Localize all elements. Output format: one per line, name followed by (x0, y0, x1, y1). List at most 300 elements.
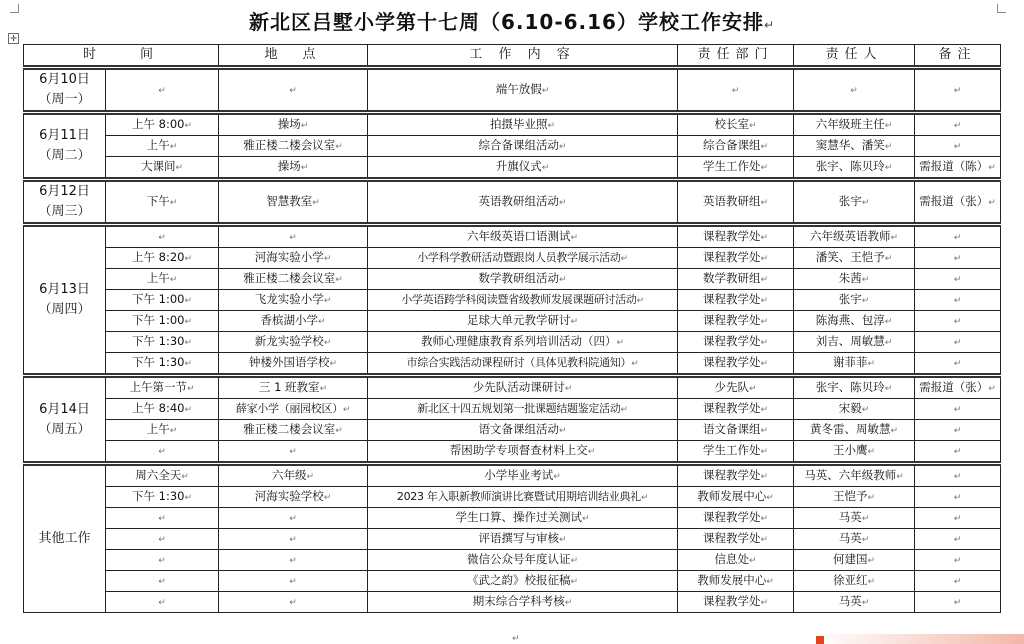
paragraph-mark: ↵ (323, 296, 332, 306)
time-cell (106, 180, 219, 225)
note-cell (915, 311, 1001, 332)
note-cell (915, 571, 1001, 592)
person-text: 六年级英语教师 (809, 229, 891, 243)
place-cell (219, 225, 368, 248)
paragraph-mark: ↵ (169, 198, 178, 208)
person-text: 陈海燕、包淳 (815, 313, 885, 327)
note-cell (915, 550, 1001, 571)
paragraph-mark: ↵ (760, 598, 769, 608)
date-label: 6月12日 (39, 184, 90, 199)
paragraph-mark: ↵ (570, 317, 579, 327)
time-cell (106, 311, 219, 332)
paragraph-mark: ↵ (547, 121, 556, 131)
place-cell (219, 592, 368, 613)
dept-text: 课程教学处 (702, 313, 761, 327)
date-label: 6月11日 (39, 128, 90, 143)
time-cell (106, 464, 219, 487)
paragraph-mark: ↵ (581, 514, 590, 524)
paragraph-mark: ↵ (953, 275, 962, 285)
paragraph-mark: ↵ (867, 447, 876, 457)
content-cell (368, 113, 678, 136)
dept-text: 语文备课组 (702, 422, 761, 436)
content-cell (368, 508, 678, 529)
dept-text: 课程教学处 (702, 531, 761, 545)
paragraph-mark: ↵ (319, 384, 328, 394)
paragraph-mark: ↵ (323, 338, 332, 348)
paragraph-mark: ↵ (867, 577, 876, 587)
content-text: 评语撰写与审核 (478, 531, 559, 545)
time-cell (106, 332, 219, 353)
paragraph-mark: ↵ (158, 86, 166, 96)
paragraph-mark: ↵ (884, 338, 893, 348)
table-row (24, 529, 1001, 550)
note-cell (915, 68, 1001, 113)
paragraph-mark: ↵ (616, 338, 625, 348)
person-cell (794, 508, 915, 529)
place-text: 操场 (277, 117, 301, 131)
time-text: 上午 (146, 138, 170, 152)
dept-cell (678, 592, 794, 613)
place-cell (219, 464, 368, 487)
note-cell (915, 332, 1001, 353)
time-cell (106, 136, 219, 157)
content-text: 端午放假 (495, 82, 542, 96)
place-cell (219, 269, 368, 290)
content-text: 数学教研组活动 (478, 271, 559, 285)
paragraph-mark: ↵ (169, 426, 178, 436)
person-cell (794, 269, 915, 290)
dept-cell (678, 269, 794, 290)
paragraph-mark: ↵ (884, 142, 893, 152)
note-text: 需报道（张） (919, 380, 989, 394)
content-cell (368, 68, 678, 113)
day-group (24, 225, 1001, 376)
dept-cell (678, 290, 794, 311)
paragraph-mark: ↵ (884, 254, 893, 264)
place-cell (219, 113, 368, 136)
person-cell (794, 68, 915, 113)
paragraph-mark: ↵ (587, 447, 596, 457)
dept-text: 少先队 (714, 380, 749, 394)
content-text: 足球大单元教学研讨 (466, 313, 571, 327)
paragraph-mark: ↵ (953, 472, 962, 482)
paragraph-mark: ↵ (312, 198, 320, 208)
table-row (24, 571, 1001, 592)
paragraph-mark: ↵ (181, 472, 189, 482)
paragraph-mark: ↵ (760, 163, 769, 173)
note-cell (915, 225, 1001, 248)
person-cell (794, 225, 915, 248)
paragraph-mark: ↵ (620, 404, 628, 415)
paragraph-mark: ↵ (335, 426, 343, 436)
time-text: 下午 (146, 194, 170, 208)
place-text: 香槟湖小学 (260, 313, 318, 327)
note-cell (915, 353, 1001, 376)
dept-text: 课程教学处 (702, 334, 761, 348)
table-row (24, 376, 1001, 399)
time-cell (106, 248, 219, 269)
content-cell (368, 311, 678, 332)
place-cell (219, 353, 368, 376)
time-cell (106, 290, 219, 311)
table-row (24, 225, 1001, 248)
content-cell (368, 290, 678, 311)
paragraph-mark: ↵ (564, 598, 573, 608)
content-cell (368, 225, 678, 248)
paragraph-mark: ↵ (760, 359, 769, 369)
person-cell (794, 571, 915, 592)
paragraph-mark: ↵ (186, 384, 195, 394)
paragraph-mark: ↵ (867, 359, 876, 369)
paragraph-mark: ↵ (558, 426, 567, 436)
dept-cell (678, 113, 794, 136)
person-cell (794, 332, 915, 353)
content-cell (368, 592, 678, 613)
place-text: 六年级 (271, 468, 307, 482)
paragraph-mark: ↵ (541, 86, 550, 96)
content-text: 拍摄毕业照 (489, 117, 548, 131)
time-cell (106, 592, 219, 613)
paragraph-mark: ↵ (953, 535, 962, 545)
date-cell (24, 180, 106, 225)
content-text: 期末综合学科考核 (472, 594, 565, 608)
content-cell (368, 376, 678, 399)
paragraph-mark: ↵ (158, 447, 166, 457)
paragraph-mark: ↵ (953, 317, 962, 327)
content-text: 小学英语跨学科阅读暨省级教师发展课题研讨活动 (401, 292, 637, 306)
weekday-label: （周四） (38, 302, 91, 317)
paragraph-mark: ↵ (158, 598, 166, 608)
time-text: 上午 8:40 (131, 401, 185, 415)
person-cell (794, 353, 915, 376)
paragraph-mark: ↵ (760, 338, 769, 348)
paragraph-mark: ↵ (300, 163, 309, 173)
place-text: 薛家小学（丽园校区） (235, 401, 343, 415)
dept-text: 课程教学处 (702, 229, 761, 243)
header-place: 地 点 (219, 45, 368, 68)
dept-cell (678, 180, 794, 225)
paragraph-mark: ↵ (289, 535, 297, 545)
date-label: 6月10日 (39, 72, 90, 87)
paragraph-mark: ↵ (289, 556, 297, 566)
time-text: 上午 (146, 422, 170, 436)
paragraph-mark: ↵ (988, 384, 996, 394)
content-cell (368, 399, 678, 420)
paragraph-mark: ↵ (861, 405, 870, 415)
content-text: 帮困助学专项督查材料上交 (449, 443, 588, 457)
paragraph-mark: ↵ (988, 198, 996, 208)
time-cell (106, 487, 219, 508)
place-cell (219, 508, 368, 529)
date-cell (24, 376, 106, 464)
place-text: 操场 (277, 159, 301, 173)
paragraph-mark: ↵ (558, 198, 567, 208)
person-cell (794, 529, 915, 550)
schedule-table (23, 44, 1001, 613)
dept-cell (678, 225, 794, 248)
paragraph-mark: ↵ (953, 86, 962, 96)
paragraph-mark: ↵ (631, 358, 639, 369)
note-cell (915, 269, 1001, 290)
time-cell (106, 225, 219, 248)
table-row (24, 399, 1001, 420)
dept-cell (678, 508, 794, 529)
person-text: 谢菲菲 (832, 355, 868, 369)
paragraph-mark: ↵ (953, 598, 962, 608)
note-cell (915, 487, 1001, 508)
paragraph-mark: ↵ (953, 296, 962, 306)
paragraph-mark: ↵ (289, 598, 297, 608)
note-cell (915, 441, 1001, 464)
paragraph-mark: ↵ (861, 275, 870, 285)
content-text: 小学科学教研活动暨跟岗人员教学展示活动 (417, 250, 621, 264)
person-cell (794, 441, 915, 464)
place-cell (219, 529, 368, 550)
content-cell (368, 441, 678, 464)
paragraph-mark: ↵ (169, 275, 178, 285)
place-cell (219, 248, 368, 269)
time-text: 上午 8:00 (131, 117, 185, 131)
paragraph-mark: ↵ (861, 598, 870, 608)
paragraph-mark: ↵ (884, 163, 893, 173)
weekday-label: （周一） (38, 92, 91, 107)
paragraph-mark: ↵ (184, 121, 193, 131)
paragraph-mark: ↵ (890, 426, 899, 436)
dept-text: 英语教研组 (702, 194, 761, 208)
person-cell (794, 550, 915, 571)
dept-cell (678, 441, 794, 464)
date-label: 6月14日 (39, 401, 90, 417)
dept-cell (678, 487, 794, 508)
paragraph-mark: ↵ (512, 634, 520, 644)
dept-cell (678, 68, 794, 113)
paragraph-mark: ↵ (570, 577, 579, 587)
document-title-text: 新北区吕墅小学第十七周（6.10-6.16）学校工作安排 (248, 10, 764, 34)
time-cell (106, 529, 219, 550)
day-group (24, 376, 1001, 464)
paragraph-mark: ↵ (158, 577, 166, 587)
dept-text: 课程教学处 (702, 401, 761, 415)
paragraph-mark: ↵ (953, 254, 962, 264)
time-cell (106, 353, 219, 376)
content-text: 英语教研组活动 (478, 194, 559, 208)
place-text: 飞龙实验小学 (254, 292, 324, 306)
table-move-handle-icon[interactable]: ✛ (8, 33, 19, 44)
table-row (24, 248, 1001, 269)
weekday-label: （周二） (38, 148, 91, 163)
time-text: 上午 (146, 271, 170, 285)
dept-text: 学生工作处 (702, 159, 761, 173)
place-cell (219, 157, 368, 180)
content-cell (368, 487, 678, 508)
place-text: 新龙实验学校 (254, 334, 324, 348)
table-row (24, 550, 1001, 571)
note-cell (915, 157, 1001, 180)
place-text: 河海实验小学 (254, 250, 324, 264)
dept-text: 信息处 (714, 552, 749, 566)
paragraph-mark: ↵ (760, 514, 769, 524)
content-text: 教师心理健康教育系列培训活动（四） (420, 334, 617, 348)
content-cell (368, 550, 678, 571)
person-cell (794, 290, 915, 311)
paragraph-mark: ↵ (953, 233, 962, 243)
place-cell (219, 550, 368, 571)
paragraph-mark: ↵ (953, 338, 962, 348)
note-cell (915, 508, 1001, 529)
content-text: 学生口算、操作过关测试 (455, 510, 582, 524)
person-text: 马英 (838, 510, 862, 524)
paragraph-mark: ↵ (953, 577, 962, 587)
document-title (0, 6, 1024, 35)
table-row (24, 420, 1001, 441)
header-row (24, 45, 1001, 68)
paragraph-mark: ↵ (184, 254, 193, 264)
paragraph-mark: ↵ (953, 514, 962, 524)
place-cell (219, 180, 368, 225)
note-cell (915, 136, 1001, 157)
note-cell (915, 180, 1001, 225)
person-text: 张宇 (838, 292, 862, 306)
note-cell (915, 529, 1001, 550)
table-row (24, 487, 1001, 508)
dept-cell (678, 529, 794, 550)
dept-cell (678, 332, 794, 353)
paragraph-mark: ↵ (300, 121, 309, 131)
person-cell (794, 399, 915, 420)
place-cell (219, 311, 368, 332)
time-cell (106, 399, 219, 420)
time-cell (106, 441, 219, 464)
time-cell (106, 508, 219, 529)
person-text: 宋毅 (838, 401, 862, 415)
table-row (24, 113, 1001, 136)
paragraph-mark: ↵ (861, 535, 870, 545)
time-text: 下午 1:00 (131, 313, 185, 327)
place-text: 雅正楼二楼会议室 (243, 138, 336, 152)
dept-cell (678, 136, 794, 157)
paragraph-mark: ↵ (184, 493, 193, 503)
place-text: 三 1 班教室 (258, 380, 320, 394)
note-cell (915, 248, 1001, 269)
time-cell (106, 68, 219, 113)
dept-text: 课程教学处 (702, 468, 761, 482)
time-cell (106, 420, 219, 441)
schedule-table-wrapper (23, 44, 1001, 613)
paragraph-mark: ↵ (760, 198, 769, 208)
paragraph-mark: ↵ (953, 121, 962, 131)
table-row (24, 68, 1001, 113)
content-cell (368, 571, 678, 592)
paragraph-mark: ↵ (184, 405, 193, 415)
place-cell (219, 399, 368, 420)
table-row (24, 592, 1001, 613)
content-cell (368, 332, 678, 353)
person-cell (794, 311, 915, 332)
table-row (24, 290, 1001, 311)
paragraph-mark: ↵ (861, 296, 870, 306)
person-text: 刘吉、周敏慧 (815, 334, 885, 348)
person-cell (794, 248, 915, 269)
person-text: 王小鹰 (832, 443, 868, 457)
time-cell (106, 550, 219, 571)
paragraph-mark: ↵ (289, 447, 297, 457)
person-text: 何建国 (832, 552, 868, 566)
place-cell (219, 441, 368, 464)
paragraph-mark: ↵ (541, 163, 550, 173)
dept-text: 课程教学处 (702, 292, 761, 306)
note-cell (915, 464, 1001, 487)
place-text: 智慧教室 (266, 194, 313, 208)
person-text: 潘笑、王恺予 (815, 250, 885, 264)
person-text: 朱茜 (838, 271, 862, 285)
dept-cell (678, 464, 794, 487)
dept-text: 教师发展中心 (697, 489, 767, 503)
content-cell (368, 464, 678, 487)
person-text: 张宇、陈贝玲 (815, 380, 885, 394)
paragraph-mark: ↵ (175, 163, 184, 173)
time-text: 下午 1:30 (131, 334, 185, 348)
content-cell (368, 136, 678, 157)
time-cell (106, 113, 219, 136)
content-text: 升旗仪式 (495, 159, 542, 173)
time-cell (106, 157, 219, 180)
time-cell (106, 571, 219, 592)
dept-cell (678, 157, 794, 180)
table-row (24, 136, 1001, 157)
paragraph-mark: ↵ (766, 493, 774, 503)
content-text: 六年级英语口语测试 (466, 229, 571, 243)
paragraph-mark: ↵ (158, 233, 166, 243)
person-text: 六年级班主任 (815, 117, 885, 131)
paragraph-mark: ↵ (323, 493, 332, 503)
content-text: 2023 年入职新教师演讲比赛暨试用期培训结业典礼 (396, 489, 641, 503)
note-text: 需报道（陈） (919, 159, 989, 173)
table-row (24, 180, 1001, 225)
content-text: 微信公众号年度认证 (466, 552, 571, 566)
note-cell (915, 290, 1001, 311)
place-cell (219, 487, 368, 508)
place-text: 河海实验学校 (254, 489, 324, 503)
paragraph-mark: ↵ (953, 447, 962, 457)
table-row (24, 311, 1001, 332)
date-cell (24, 68, 106, 113)
paragraph-mark: ↵ (953, 405, 962, 415)
content-text: 综合备课组活动 (478, 138, 559, 152)
header-note: 备注 (915, 45, 1001, 68)
paragraph-mark: ↵ (335, 142, 343, 152)
paragraph-mark: ↵ (570, 556, 579, 566)
time-text: 上午 8:20 (131, 250, 185, 264)
person-cell (794, 136, 915, 157)
content-cell (368, 529, 678, 550)
note-cell (915, 592, 1001, 613)
dept-text: 数学教研组 (702, 271, 761, 285)
date-cell (24, 225, 106, 376)
day-group (24, 113, 1001, 180)
paragraph-mark: ↵ (636, 295, 644, 306)
paragraph-mark: ↵ (748, 121, 757, 131)
paragraph-mark: ↵ (884, 384, 893, 394)
time-text: 下午 1:00 (131, 292, 185, 306)
person-cell (794, 464, 915, 487)
paragraph-mark: ↵ (953, 426, 962, 436)
time-text: 下午 1:30 (131, 489, 185, 503)
paragraph-mark: ↵ (335, 275, 343, 285)
paragraph-mark: ↵ (760, 275, 769, 285)
content-cell (368, 248, 678, 269)
person-cell (794, 592, 915, 613)
table-row (24, 332, 1001, 353)
